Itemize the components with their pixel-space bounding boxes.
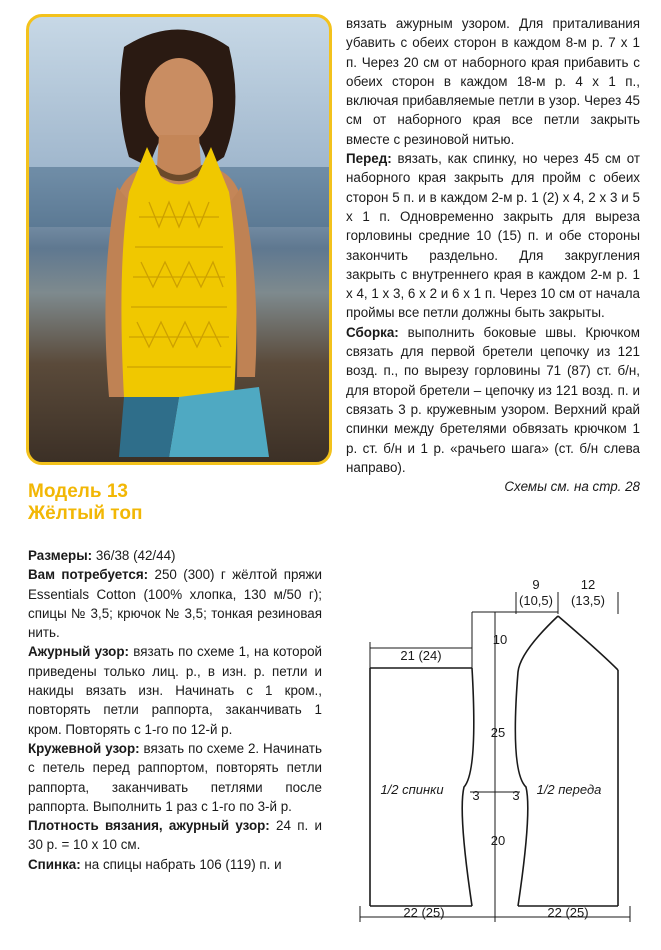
instructions-left-column — [28, 546, 322, 874]
back-bottom-width-label: 22 (25) — [403, 905, 445, 920]
model-name: Жёлтый топ — [28, 503, 143, 524]
paragraph-label: Размеры: — [28, 548, 93, 563]
model-photo — [26, 14, 332, 465]
paragraph-materials — [28, 565, 322, 642]
armhole-height-label: 10 — [492, 632, 508, 647]
neck-width-label: 9 — [532, 577, 540, 592]
paragraph-text: вязать, как спинку, но через 45 см от наборного края закрыть для пройм с обеих сторон 5 п. и в каждом 2-м р. 1 (2) х 4, 2 х 3 и 5 х 1 п. Одновременно закрыть для выреза горловины средние 10 (15) п. и обе стороны закончить раздельно. Для закругления закрыть с внутреннего края в каждом 2-м р. 1 х 4, 1 х 3, 6 х 2 и 6 х 1 п. Через 10 см от начала проймы все петли должны быть закрыты. — [346, 151, 640, 321]
paragraph-label: Плотность вязания, ажурный узор: — [28, 818, 270, 834]
pattern-diagram — [350, 572, 640, 932]
paragraph-text: на спицы набрать 106 (119) п. и — [80, 856, 282, 872]
waist-dec-left-label: 3 — [472, 788, 480, 803]
shoulder-width-label: 12 — [580, 577, 596, 592]
paragraph-label: Вам потребуется: — [28, 567, 149, 583]
front-piece-label: 1/2 переда — [536, 782, 602, 797]
paragraph-back-start — [28, 855, 322, 874]
paragraph-text: вязать по схеме 1, на которой приведены только лиц. р., в изн. р. петли и накиды вязать изн. Начинать с 1 кром., повторять петли раппорта, заканчивать 1 кром. Повторять с 1-го по 12-й р. — [28, 644, 322, 737]
schemes-reference: Схемы см. на стр. 28 — [504, 479, 640, 495]
front-bottom-width-label: 22 (25) — [547, 905, 589, 920]
paragraph-text: 250 (300) г жёлтой пряжи Essentials Cotton (100% хлопка, 130 м/50 г); спицы № 3,5; крючок № 3,5; тонкая резиновая нить. — [28, 567, 322, 641]
model-number: Модель 13 — [28, 481, 128, 502]
paragraph-label: Спинка: — [28, 856, 81, 872]
back-top-width-label: 21 (24) — [400, 648, 442, 663]
lower-height-label: 20 — [490, 833, 506, 848]
paragraph-text: вязать ажурным узором. Для приталивания убавить с обеих сторон в каждом 8-м р. 7 х 1 п. Через 20 см от наборного края прибавить с обеих сторон в каждом 18-м р. 4 х 1 п., включая прибавляемые петли в узор. Через 45 см от наборного края все петли закрыть вместе с резиновой нитью. — [346, 16, 640, 147]
paragraph-back-continued — [346, 14, 640, 149]
paragraph-label: Перед: — [346, 151, 392, 167]
paragraph-label: Ажурный узор: — [28, 644, 130, 660]
model-title-block — [28, 481, 328, 525]
paragraph-lace-pattern — [28, 739, 322, 816]
front-piece-outline — [515, 616, 618, 906]
waist-dec-right-label: 3 — [512, 788, 520, 803]
paragraph-text: 24 п. и 30 р. = 10 х 10 см. — [28, 818, 322, 853]
paragraph-sizes — [28, 546, 322, 565]
upper-height-label: 25 — [490, 725, 506, 740]
neck-width-alt-label: (10,5) — [519, 593, 553, 608]
paragraph-front — [346, 149, 640, 323]
shoulder-width-alt-label: (13,5) — [571, 593, 605, 608]
paragraph-assembly — [346, 323, 640, 477]
paragraph-text: выполнить боковые швы. Крючком связать для первой бретели цепочку из 121 возд. п., по вырезу горловины 71 (87) ст. б/н, для второй бретели – цепочку из 121 возд. п. и связать 3 р. кружевным узором. Верхний край спинки между бретелями обвязать крючком 1 р. ст. б/н и 1 р. «рачьего шага» (ст. б/н слева направо). — [346, 324, 640, 475]
paragraph-label: Сборка: — [346, 324, 399, 340]
paragraph-text: вязать по схеме 2. Начинать с петель перед раппортом, повторять петли раппорта, заканчивать петлями после раппорта. Выполнить 1 раз с 1-го по 3-й р. — [28, 740, 322, 814]
paragraph-text: 36/38 (42/44) — [92, 548, 176, 563]
instructions-right-column — [346, 14, 640, 496]
paragraph-label: Кружевной узор: — [28, 740, 140, 756]
paragraph-gauge — [28, 816, 322, 855]
paragraph-openwork-pattern — [28, 642, 322, 738]
model-photo-illustration — [29, 17, 329, 462]
back-piece-label: 1/2 спинки — [380, 782, 444, 797]
